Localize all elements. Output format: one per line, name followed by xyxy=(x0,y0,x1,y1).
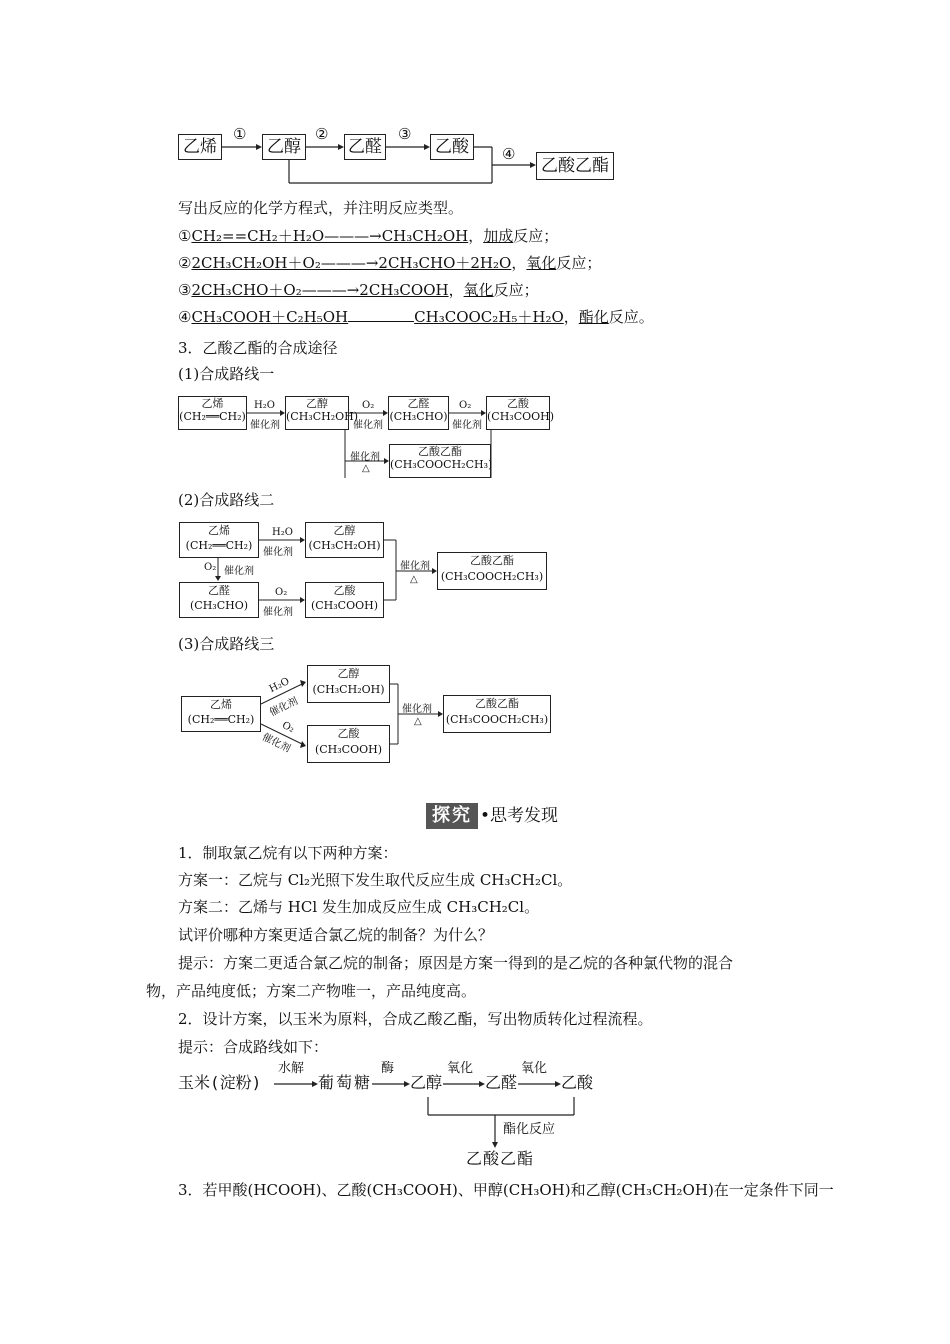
route2-arrow2-bottom: 催化剂 xyxy=(224,566,254,577)
route2-arrow3-bottom: 催化剂 xyxy=(263,607,293,618)
box-formula: (CH₃CH₂OH) xyxy=(312,683,385,696)
route1-arrow2-top: O₂ xyxy=(362,400,375,411)
route1-arrow4-top: 催化剂 xyxy=(350,452,380,463)
reaction-2: ②2CH₃CH₂OH＋O₂———→2CH₃CHO＋2H₂O，氧化反应； xyxy=(178,254,602,272)
route1-arrow3-top: O₂ xyxy=(459,400,472,411)
box-name: 乙酸 xyxy=(337,727,360,740)
box-name: 乙酸乙酯 xyxy=(470,554,514,567)
route1-arrow4-bottom: △ xyxy=(362,463,370,474)
route2-arrow4-top: 催化剂 xyxy=(400,561,430,572)
box-formula: (CH₃COOCH₂CH₃) xyxy=(390,458,493,471)
route2-arrow3-top: O₂ xyxy=(275,587,288,598)
box-formula: (CH₃COOH) xyxy=(314,743,383,756)
q1-plan2: 方案二：乙烯与 HCl 发生加成反应生成 CH₃CH₂Cl。 xyxy=(178,898,540,916)
q2-node-acetic-acid: 乙酸 xyxy=(561,1073,594,1092)
reaction-equation-left: CH₃COOH＋C₂H₅OH xyxy=(191,308,349,326)
box-formula: (CH₃CHO) xyxy=(389,410,448,423)
flow1-node-ethyl-acetate: 乙酸乙酯 xyxy=(536,152,614,180)
banner-badge: 探究 xyxy=(426,803,478,829)
q2-title: 2．设计方案，以玉米为原料，合成乙酸乙酯，写出物质转化过程流程。 xyxy=(178,1010,653,1028)
reaction-equation: 2CH₃CH₂OH＋O₂———→2CH₃CHO＋2H₂O xyxy=(191,254,512,272)
box-name: 乙烯 xyxy=(208,524,230,537)
flow1-node-acetaldehyde: 乙醛 xyxy=(344,134,386,160)
reaction-suffix: 反应； xyxy=(513,227,559,245)
q1-question: 试评价哪种方案更适合氯乙烷的制备？为什么？ xyxy=(178,926,494,944)
q2-label-hydrolysis: 水解 xyxy=(278,1061,305,1076)
q3-text: 3．若甲酸(HCOOH)、乙酸(CH₃COOH)、甲醇(CH₃OH)和乙醇(CH₃CH₂OH)在一定条件下同一 xyxy=(178,1181,834,1199)
box-name: 乙醛 xyxy=(407,397,430,410)
box-name: 乙醛 xyxy=(208,584,230,597)
q2-hint: 提示：合成路线如下： xyxy=(178,1038,329,1056)
box-name: 乙酸 xyxy=(333,584,356,597)
box-formula: (CH₃CH₂OH) xyxy=(286,410,359,423)
box-formula: (CH₂══CH₂) xyxy=(185,539,253,552)
reaction-4: ④CH₃COOH＋C₂H₅OH CH₃COOC₂H₅＋H₂O，酯化反应。 xyxy=(178,308,654,326)
box-formula: (CH₃CHO) xyxy=(189,599,249,612)
route3-arrow2-top: O₂ xyxy=(280,719,297,736)
q2-label-enzyme: 酶 xyxy=(381,1061,395,1076)
q2-node-acetaldehyde: 乙醛 xyxy=(485,1073,518,1092)
q2-label-oxidation-1: 氧化 xyxy=(447,1061,474,1076)
q2-node-glucose: 葡萄糖 xyxy=(318,1073,373,1092)
reaction-3: ③2CH₃CHO＋O₂———→2CH₃COOH，氧化反应； xyxy=(178,281,539,299)
q2-label-oxidation-2: 氧化 xyxy=(521,1061,548,1076)
route2-arrow2-top: O₂ xyxy=(204,562,217,573)
flow1-step-2: ② xyxy=(315,125,329,143)
banner-title: •思考发现 xyxy=(480,806,559,826)
flow1-step-3: ③ xyxy=(398,125,412,143)
route3-title: (3)合成路线三 xyxy=(178,635,275,653)
section3-title: 3．乙酸乙酯的合成途径 xyxy=(178,339,338,357)
reaction-equation: CH₂==CH₂＋H₂O———→CH₃CH₂OH xyxy=(191,227,469,245)
route2-title: (2)合成路线二 xyxy=(178,491,275,509)
route3-arrow3-bottom: △ xyxy=(414,716,422,727)
reaction-num: ① xyxy=(178,227,192,245)
reaction-1: ①CH₂==CH₂＋H₂O———→CH₃CH₂OH，加成反应； xyxy=(178,227,559,245)
route2-arrow1-bottom: 催化剂 xyxy=(263,547,293,558)
q2-node-corn: 玉米(淀粉) xyxy=(178,1073,262,1092)
q2-node-ethanol: 乙醇 xyxy=(410,1073,443,1092)
reaction-type: 氧化 xyxy=(463,281,494,299)
q1-plan1: 方案一：乙烷与 Cl₂光照下发生取代反应生成 CH₃CH₂Cl。 xyxy=(178,871,573,889)
box-name: 乙烯 xyxy=(201,397,224,410)
route1-title: (1)合成路线一 xyxy=(178,365,275,383)
route3-arrow2-bottom: 催化剂 xyxy=(260,731,293,755)
route1-arrow3-bottom: 催化剂 xyxy=(452,420,482,431)
q2-label-esterification: 酯化反应 xyxy=(503,1122,556,1137)
q2-node-ethyl-acetate: 乙酸乙酯 xyxy=(466,1149,535,1168)
box-formula: (CH₃CH₂OH) xyxy=(308,539,381,552)
intro-text: 写出反应的化学方程式，并注明反应类型。 xyxy=(178,199,464,217)
route1-arrow1-bottom: 催化剂 xyxy=(250,420,280,431)
box-name: 乙酸乙酯 xyxy=(475,697,519,710)
reaction-suffix: 反应； xyxy=(556,254,602,272)
box-name: 乙酸乙酯 xyxy=(418,445,462,458)
reaction-suffix: 反应。 xyxy=(608,308,654,326)
route1-arrow1-top: H₂O xyxy=(254,400,275,411)
box-formula: (CH₃COOCH₂CH₃) xyxy=(445,713,549,726)
reaction-equation: 2CH₃CHO＋O₂———→2CH₃COOH xyxy=(191,281,449,299)
flow1-step-1: ① xyxy=(233,125,247,143)
box-name: 乙醇 xyxy=(333,524,356,537)
route1-arrow2-bottom: 催化剂 xyxy=(353,420,383,431)
reaction-num: ④ xyxy=(178,308,192,326)
route3-arrow3-top: 催化剂 xyxy=(402,704,432,715)
reaction-type: 酯化 xyxy=(578,308,609,326)
route2-arrow1-top: H₂O xyxy=(272,527,293,538)
q1-hint-line1: 提示：方案二更适合氯乙烷的制备；原因是方案一得到的是乙烷的各种氯代物的混合 xyxy=(178,954,734,972)
box-formula: (CH₃COOH) xyxy=(487,410,555,423)
box-formula: (CH₃COOH) xyxy=(310,599,379,612)
box-name: 乙酸 xyxy=(507,397,529,410)
route3-arrow1-top: H₂O xyxy=(267,675,292,696)
box-formula: (CH₂══CH₂) xyxy=(187,713,255,726)
flow1-node-ethanol: 乙醇 xyxy=(262,134,306,160)
route2-arrow4-bottom: △ xyxy=(410,574,418,585)
q1-title: 1．制取氯乙烷有以下两种方案： xyxy=(178,844,398,862)
route3-arrow1-bottom: 催化剂 xyxy=(267,695,300,719)
reaction-num: ③ xyxy=(178,281,192,299)
reaction-type: 加成 xyxy=(483,227,514,245)
flow1-step-4: ④ xyxy=(502,145,516,163)
reaction-num: ② xyxy=(178,254,192,272)
reaction-suffix: 反应； xyxy=(493,281,539,299)
box-name: 乙烯 xyxy=(210,698,232,711)
flow1-node-acetic-acid: 乙酸 xyxy=(430,134,474,160)
box-name: 乙醇 xyxy=(306,397,328,410)
box-name: 乙醇 xyxy=(337,667,360,680)
flow1-node-ethene: 乙烯 xyxy=(178,134,222,160)
reaction-equation-right: CH₃COOC₂H₅＋H₂O xyxy=(414,308,564,326)
q1-hint-line2: 物，产品纯度低；方案二产物唯一，产品纯度高。 xyxy=(146,982,477,1000)
reaction-type: 氧化 xyxy=(526,254,557,272)
box-formula: (CH₃COOCH₂CH₃) xyxy=(440,570,544,583)
box-formula: (CH₂══CH₂) xyxy=(179,410,246,423)
